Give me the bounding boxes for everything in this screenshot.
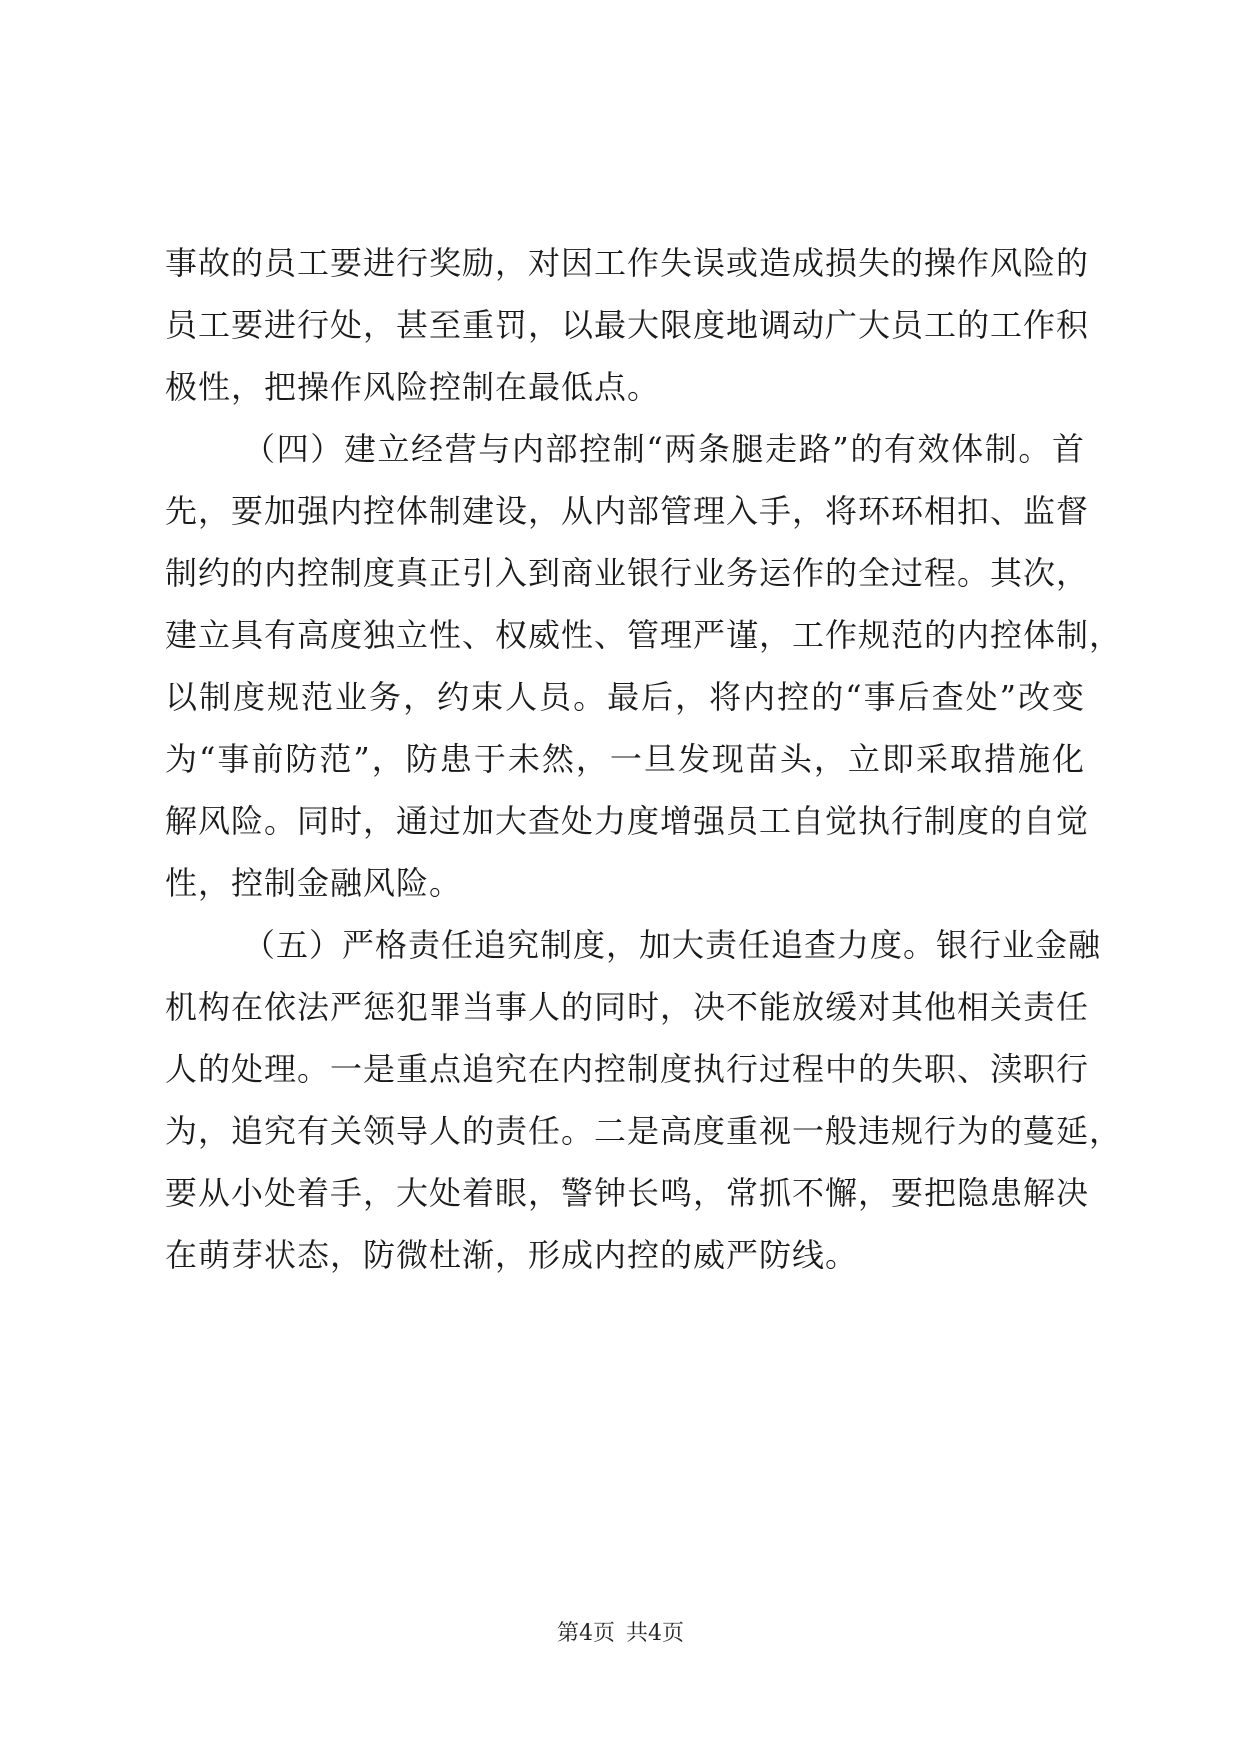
text-line: 人的处理。一是重点追究在内控制度执行过程中的失职、渎职行 [165, 1050, 1090, 1088]
paragraph [165, 914, 1123, 1286]
text-line: 解风险。同时，通过加大查处力度增强员工自觉执行制度的自觉 [165, 802, 1090, 840]
text-line: 先，要加强内控体制建设，从内部管理入手，将环环相扣、监督 [165, 492, 1090, 530]
text-line: 极性，把操作风险控制在最低点。 [165, 368, 661, 406]
text-line: 员工要进行处，甚至重罚，以最大限度地调动广大员工的工作积 [165, 306, 1090, 344]
text-line: 制约的内控制度真正引入到商业银行业务运作的全过程。其次， [165, 554, 1090, 592]
text-line: 在萌芽状态，防微杜渐，形成内控的威严防线。 [165, 1236, 859, 1274]
text-line: （五）严格责任追究制度，加大责任追查力度。银行业金融 [243, 926, 1102, 964]
text-line: 建立具有高度独立性、权威性、管理严谨，工作规范的内控体制， [165, 616, 1123, 654]
text-line: 以制度规范业务，约束人员。最后，将内控的“事后查处”改变 [165, 678, 1085, 716]
text-line: 要从小处着手，大处着眼，警钟长鸣，常抓不懈，要把隐患解决 [165, 1174, 1090, 1212]
text-line: 为“事前防范”，防患于未然，一旦发现苗头，立即采取措施化 [165, 740, 1085, 778]
text-line: 性，控制金融风险。 [165, 864, 463, 902]
text-line: （四）建立经营与内部控制“两条腿走路”的有效体制。首 [243, 430, 1085, 468]
paragraph [165, 418, 1123, 914]
page-footer [0, 1616, 1241, 1647]
document-body [165, 232, 1123, 1286]
paragraph [165, 232, 1090, 418]
text-line: 机构在依法严惩犯罪当事人的同时，决不能放缓对其他相关责任 [165, 988, 1090, 1026]
text-line: 为，追究有关领导人的责任。二是高度重视一般违规行为的蔓延， [165, 1112, 1123, 1150]
page-number: 第4页 [557, 1621, 615, 1646]
page-total: 共4页 [626, 1621, 684, 1646]
text-line: 事故的员工要进行奖励，对因工作失误或造成损失的操作风险的 [165, 244, 1090, 282]
